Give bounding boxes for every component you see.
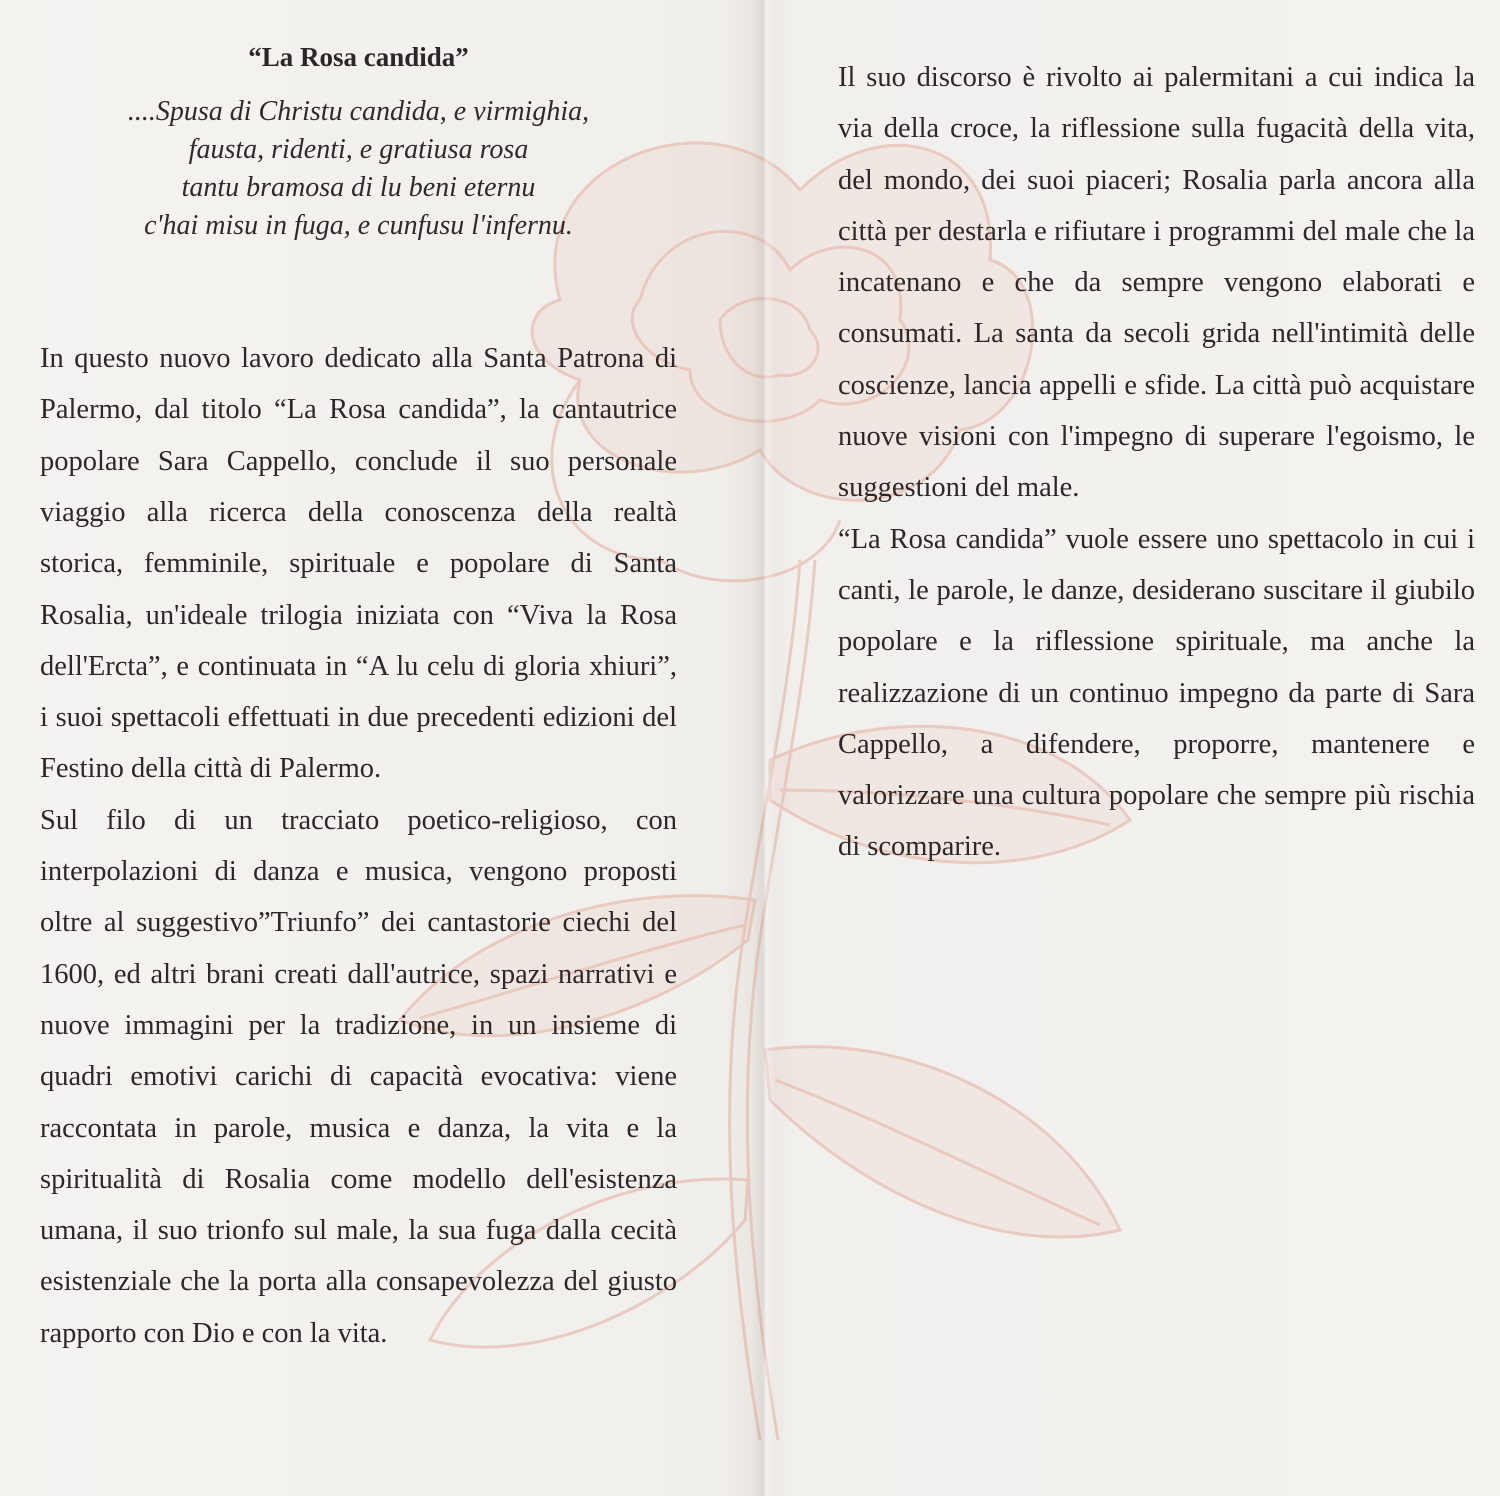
right-body: [838, 52, 1475, 873]
paragraph: Sul filo di un tracciato poetico-religioso, con interpolazioni di danza e musica, vengono proposti oltre al suggestivo”Triunfo” dei cantastorie ciechi del 1600, ed altri brani creati dall'autrice, spazi narrativi e nuove immagini per la tradizione, in un insieme di quadri emotivi carichi di capacità evocativa: viene raccontata in parole, musica e danza, la vita e la spiritualità di Rosalia come modello dell'esistenza umana, il suo trionfo sul male, la sua fuga dalla cecità esistenziale che la porta alla consapevolezza del giusto rapporto con Dio e con la vita.: [40, 804, 677, 1349]
right-page: [838, 52, 1475, 873]
page-fold: [752, 0, 776, 1496]
verse-line: tantu bramosa di lu beni eternu: [181, 172, 536, 204]
verse-line: ....Spusa di Christu candida, e virmighia,: [127, 96, 590, 128]
verse-line: fausta, ridenti, e gratiusa rosa: [188, 134, 529, 166]
paragraph: Il suo discorso è rivolto ai palermitani a cui indica la via della croce, la riflessione sulla fugacità della vita, del mondo, dei suoi piaceri; Rosalia parla ancora alla città per destarla e rifiutare i programmi del male che la incatenano e che da sempre vengono elaborati e consumati. La santa da secoli grida nell'intimità delle coscienze, lancia appelli e sfide. La città può acquistare nuove visioni con l'impegno di superare l'egoismo, le suggestioni del male.: [838, 62, 1475, 504]
verse-quote: [40, 93, 677, 245]
page-title: “La Rosa candida”: [248, 42, 469, 72]
paragraph: “La Rosa candida” vuole essere uno spettacolo in cui i canti, le parole, le danze, desiderano suscitare il giubilo popolare e la riflessione spirituale, ma anche la realizzazione di un continuo impegno da parte di Sara Cappello, a difendere, proporre, mantenere e valorizzare una cultura popolare che sempre più rischia di scomparire.: [838, 523, 1475, 863]
paragraph: In questo nuovo lavoro dedicato alla Santa Patrona di Palermo, dal titolo “La Rosa candida”, la cantautrice popolare Sara Cappello, conclude il suo personale viaggio alla ricerca della conoscenza della realtà storica, femminile, spirituale e popolare di Santa Rosalia, un'ideale trilogia iniziata con “Viva la Rosa dell'Ercta”, e continuata in “A lu celu di gloria xhiuri”, i suoi spettacoli effettuati in due precedenti edizioni del Festino della città di Palermo.: [40, 343, 677, 785]
verse-line: c'hai misu in fuga, e cunfusu l'infernu.: [144, 210, 573, 242]
left-body: [40, 333, 677, 1359]
left-page: [40, 30, 677, 1359]
